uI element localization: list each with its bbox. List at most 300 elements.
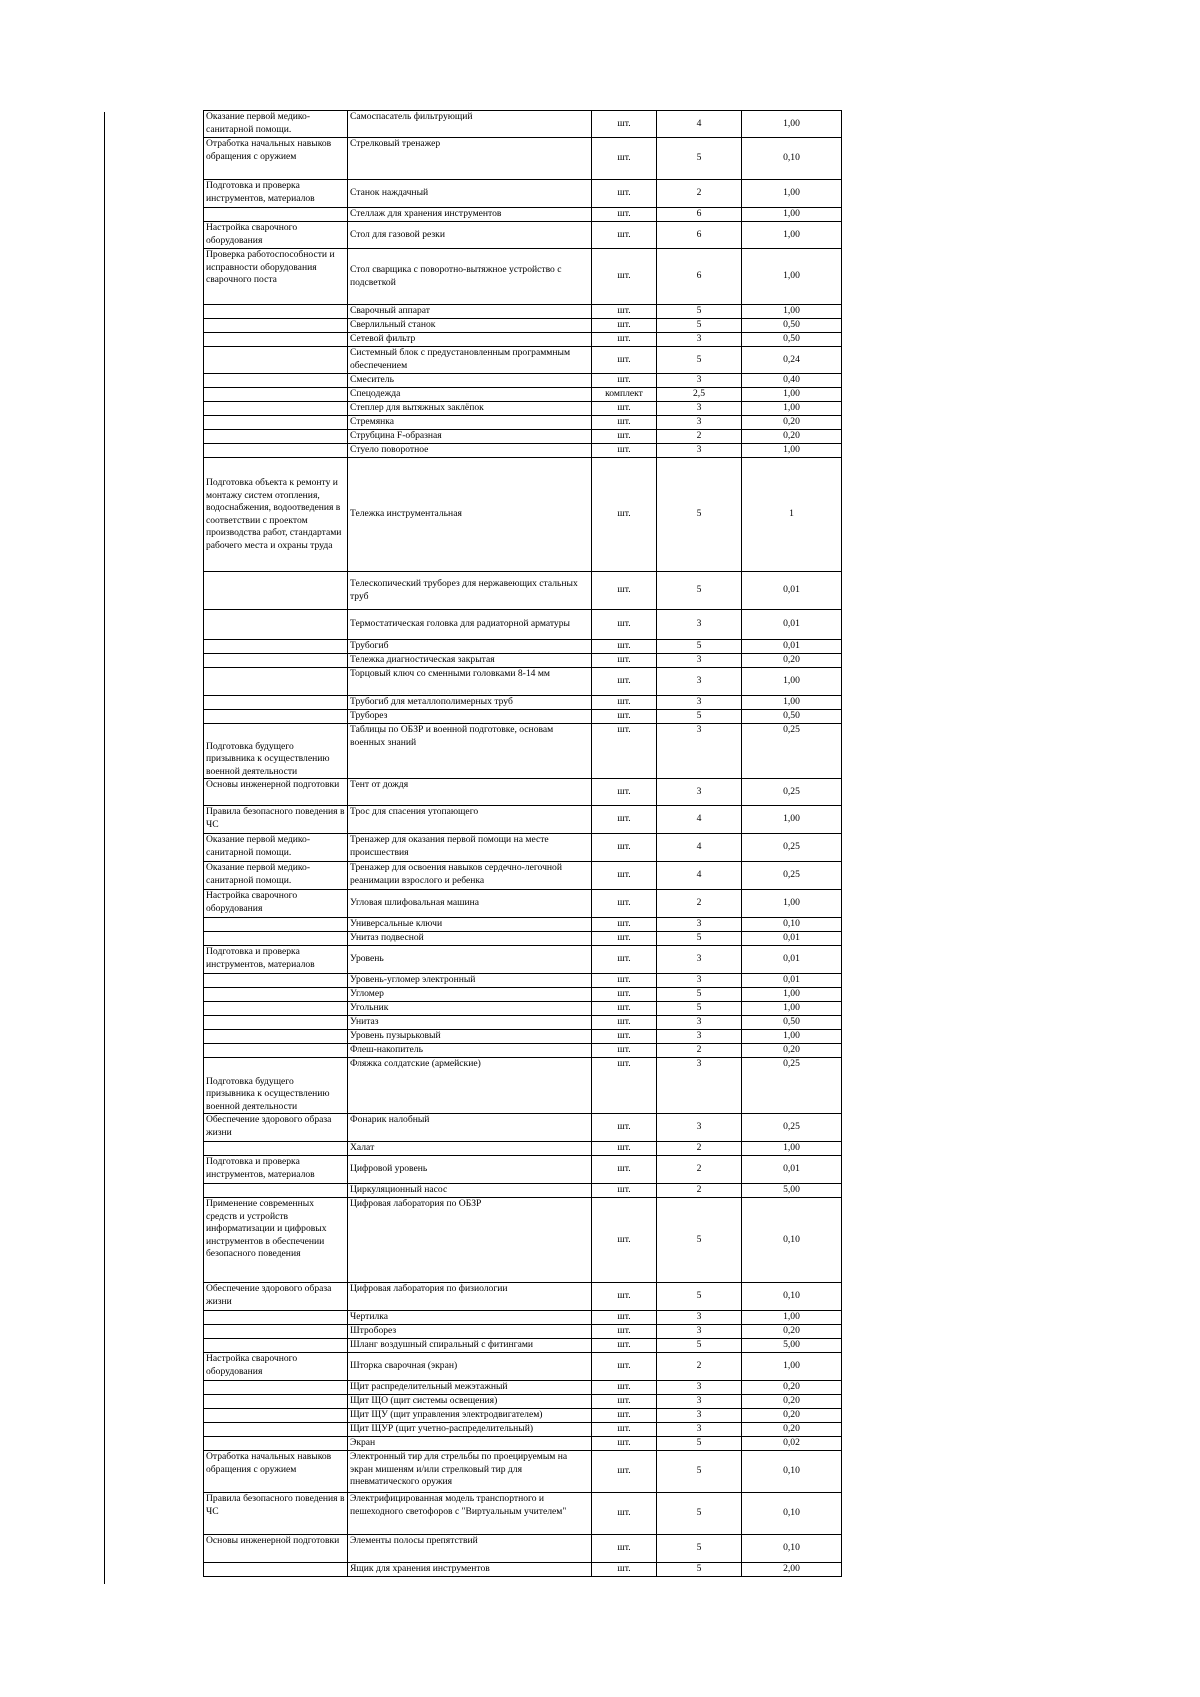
item-name-cell: Тент от дождя xyxy=(348,779,592,806)
item-name-cell: Цифровая лаборатория по ОБЗР xyxy=(348,1198,592,1283)
activity-cell xyxy=(204,1395,348,1409)
coefficient-cell: 0,01 xyxy=(742,610,842,640)
coefficient-cell: 0,50 xyxy=(742,710,842,724)
activity-cell xyxy=(204,402,348,416)
unit-cell: шт. xyxy=(592,610,657,640)
item-name-cell: Спецодежда xyxy=(348,388,592,402)
table-row xyxy=(204,806,842,834)
unit-cell: шт. xyxy=(592,1058,657,1114)
unit-cell: шт. xyxy=(592,1044,657,1058)
activity-cell xyxy=(204,1325,348,1339)
coefficient-cell: 1,00 xyxy=(742,388,842,402)
unit-cell: шт. xyxy=(592,1156,657,1184)
table-row xyxy=(204,834,842,862)
item-name-cell: Самоспасатель фильтрующий xyxy=(348,111,592,138)
item-name-cell: Уровень пузырьковый xyxy=(348,1030,592,1044)
table-row xyxy=(204,974,842,988)
coefficient-cell: 1,00 xyxy=(742,111,842,138)
quantity-cell: 3 xyxy=(657,402,742,416)
activity-cell xyxy=(204,1339,348,1353)
table-row xyxy=(204,654,842,668)
unit-cell: шт. xyxy=(592,918,657,932)
item-name-cell: Угломер xyxy=(348,988,592,1002)
coefficient-cell: 1,00 xyxy=(742,249,842,305)
coefficient-cell: 0,25 xyxy=(742,834,842,862)
quantity-cell: 6 xyxy=(657,208,742,222)
item-name-cell: Стрелковый тренажер xyxy=(348,138,592,180)
table-row xyxy=(204,333,842,347)
coefficient-cell: 5,00 xyxy=(742,1184,842,1198)
item-name-cell: Щит ЩО (щит системы освещения) xyxy=(348,1395,592,1409)
unit-cell: шт. xyxy=(592,1563,657,1577)
unit-cell: шт. xyxy=(592,946,657,974)
equipment-table xyxy=(203,110,842,1577)
coefficient-cell: 1,00 xyxy=(742,222,842,249)
item-name-cell: Струбцина F-образная xyxy=(348,430,592,444)
unit-cell: шт. xyxy=(592,111,657,138)
activity-cell xyxy=(204,1311,348,1325)
item-name-cell: Труборез xyxy=(348,710,592,724)
coefficient-cell: 1,00 xyxy=(742,208,842,222)
table-row xyxy=(204,1339,842,1353)
item-name-cell: Щит ЩУ (щит управления электродвигателем) xyxy=(348,1409,592,1423)
unit-cell: шт. xyxy=(592,1381,657,1395)
quantity-cell: 3 xyxy=(657,946,742,974)
coefficient-cell: 0,10 xyxy=(742,1451,842,1493)
coefficient-cell: 0,20 xyxy=(742,416,842,430)
activity-cell xyxy=(204,640,348,654)
table-row xyxy=(204,988,842,1002)
quantity-cell: 2 xyxy=(657,1353,742,1381)
table-row xyxy=(204,1353,842,1381)
table-row xyxy=(204,319,842,333)
quantity-cell: 5 xyxy=(657,1002,742,1016)
unit-cell: шт. xyxy=(592,430,657,444)
table-row xyxy=(204,347,842,374)
item-name-cell: Халат xyxy=(348,1142,592,1156)
table-row xyxy=(204,572,842,610)
activity-cell xyxy=(204,1184,348,1198)
activity-cell: Правила безопасного поведения в ЧС xyxy=(204,1493,348,1535)
quantity-cell: 5 xyxy=(657,640,742,654)
coefficient-cell: 0,24 xyxy=(742,347,842,374)
quantity-cell: 5 xyxy=(657,710,742,724)
quantity-cell: 3 xyxy=(657,1311,742,1325)
unit-cell: шт. xyxy=(592,1535,657,1563)
quantity-cell: 2 xyxy=(657,1142,742,1156)
item-name-cell: Фонарик налобный xyxy=(348,1114,592,1142)
coefficient-cell: 1,00 xyxy=(742,402,842,416)
item-name-cell: Системный блок с предустановленным программным обеспечением xyxy=(348,347,592,374)
activity-cell: Обеспечение здорового образа жизни xyxy=(204,1114,348,1142)
item-name-cell: Смеситель xyxy=(348,374,592,388)
coefficient-cell: 1,00 xyxy=(742,444,842,458)
coefficient-cell: 0,25 xyxy=(742,1058,842,1114)
table-row xyxy=(204,1493,842,1535)
quantity-cell: 3 xyxy=(657,374,742,388)
table-row xyxy=(204,1451,842,1493)
activity-cell xyxy=(204,1002,348,1016)
item-name-cell: Телескопический труборез для нержавеющих стальных труб xyxy=(348,572,592,610)
item-name-cell: Тележка инструментальная xyxy=(348,458,592,572)
table-row xyxy=(204,696,842,710)
table-row xyxy=(204,668,842,696)
activity-cell xyxy=(204,654,348,668)
table-row xyxy=(204,946,842,974)
unit-cell: комплект xyxy=(592,388,657,402)
table-row xyxy=(204,1311,842,1325)
coefficient-cell: 1,00 xyxy=(742,806,842,834)
quantity-cell: 4 xyxy=(657,806,742,834)
item-name-cell: Трубогиб xyxy=(348,640,592,654)
item-name-cell: Тележка диагностическая закрытая xyxy=(348,654,592,668)
item-name-cell: Стол сварщика с поворотно-вытяжное устройство с подсветкой xyxy=(348,249,592,305)
quantity-cell: 3 xyxy=(657,444,742,458)
table-row xyxy=(204,208,842,222)
coefficient-cell: 1,00 xyxy=(742,890,842,918)
table-row xyxy=(204,779,842,806)
activity-cell xyxy=(204,974,348,988)
activity-cell xyxy=(204,416,348,430)
item-name-cell: Цифровая лаборатория по физиологии xyxy=(348,1283,592,1311)
item-name-cell: Уровень xyxy=(348,946,592,974)
item-name-cell: Фляжка солдатские (армейские) xyxy=(348,1058,592,1114)
item-name-cell: Шланг воздушный спиральный с фитингами xyxy=(348,1339,592,1353)
unit-cell: шт. xyxy=(592,696,657,710)
coefficient-cell: 0,01 xyxy=(742,932,842,946)
table-row xyxy=(204,180,842,208)
activity-cell: Настройка сварочного оборудования xyxy=(204,1353,348,1381)
quantity-cell: 2 xyxy=(657,890,742,918)
table-row xyxy=(204,1437,842,1451)
coefficient-cell: 0,10 xyxy=(742,1493,842,1535)
coefficient-cell: 1,00 xyxy=(742,696,842,710)
unit-cell: шт. xyxy=(592,654,657,668)
coefficient-cell: 0,25 xyxy=(742,779,842,806)
activity-cell: Основы инженерной подготовки xyxy=(204,1535,348,1563)
activity-cell xyxy=(204,333,348,347)
activity-cell: Подготовка и проверка инструментов, материалов xyxy=(204,1156,348,1184)
item-name-cell: Щит распределительный межэтажный xyxy=(348,1381,592,1395)
coefficient-cell: 0,01 xyxy=(742,974,842,988)
quantity-cell: 3 xyxy=(657,918,742,932)
coefficient-cell: 1,00 xyxy=(742,1353,842,1381)
coefficient-cell: 1,00 xyxy=(742,668,842,696)
item-name-cell: Электронный тир для стрельбы по проецируемым на экран мишеням и/или стрелковый тир для пневматического оружия xyxy=(348,1451,592,1493)
item-name-cell: Сетевой фильтр xyxy=(348,333,592,347)
unit-cell: шт. xyxy=(592,988,657,1002)
table-row xyxy=(204,1395,842,1409)
unit-cell: шт. xyxy=(592,1198,657,1283)
item-name-cell: Термостатическая головка для радиаторной арматуры xyxy=(348,610,592,640)
table-row xyxy=(204,724,842,779)
quantity-cell: 3 xyxy=(657,1016,742,1030)
quantity-cell: 3 xyxy=(657,654,742,668)
activity-cell: Подготовка и проверка инструментов, материалов xyxy=(204,946,348,974)
coefficient-cell: 1,00 xyxy=(742,1142,842,1156)
coefficient-cell: 5,00 xyxy=(742,1339,842,1353)
quantity-cell: 5 xyxy=(657,1198,742,1283)
coefficient-cell: 0,20 xyxy=(742,1381,842,1395)
item-name-cell: Стуело поворотное xyxy=(348,444,592,458)
quantity-cell: 5 xyxy=(657,988,742,1002)
quantity-cell: 3 xyxy=(657,1395,742,1409)
quantity-cell: 2 xyxy=(657,1156,742,1184)
activity-cell xyxy=(204,932,348,946)
item-name-cell: Уровень-угломер электронный xyxy=(348,974,592,988)
activity-cell xyxy=(204,388,348,402)
quantity-cell: 5 xyxy=(657,347,742,374)
item-name-cell: Угловая шлифовальная машина xyxy=(348,890,592,918)
unit-cell: шт. xyxy=(592,1142,657,1156)
table-row xyxy=(204,1030,842,1044)
item-name-cell: Циркуляционный насос xyxy=(348,1184,592,1198)
item-name-cell: Унитаз подвесной xyxy=(348,932,592,946)
quantity-cell: 4 xyxy=(657,111,742,138)
unit-cell: шт. xyxy=(592,444,657,458)
unit-cell: шт. xyxy=(592,333,657,347)
table-row xyxy=(204,710,842,724)
activity-cell xyxy=(204,710,348,724)
item-name-cell: Экран xyxy=(348,1437,592,1451)
activity-cell xyxy=(204,1423,348,1437)
unit-cell: шт. xyxy=(592,1451,657,1493)
item-name-cell: Трос для спасения утопающего xyxy=(348,806,592,834)
item-name-cell: Электрифицированная модель транспортного и пешеходного светофоров с "Виртуальным учителем" xyxy=(348,1493,592,1535)
quantity-cell: 5 xyxy=(657,138,742,180)
item-name-cell: Унитаз xyxy=(348,1016,592,1030)
unit-cell: шт. xyxy=(592,249,657,305)
item-name-cell: Шторка сварочная (экран) xyxy=(348,1353,592,1381)
quantity-cell: 5 xyxy=(657,1283,742,1311)
table-row xyxy=(204,1156,842,1184)
unit-cell: шт. xyxy=(592,724,657,779)
table-row xyxy=(204,374,842,388)
quantity-cell: 2 xyxy=(657,1184,742,1198)
activity-cell xyxy=(204,572,348,610)
table-row xyxy=(204,918,842,932)
quantity-cell: 2 xyxy=(657,180,742,208)
item-name-cell: Щит ЩУР (щит учетно-распределительный) xyxy=(348,1423,592,1437)
table-row xyxy=(204,1198,842,1283)
item-name-cell: Станок наждачный xyxy=(348,180,592,208)
unit-cell: шт. xyxy=(592,932,657,946)
coefficient-cell: 0,20 xyxy=(742,1409,842,1423)
activity-cell xyxy=(204,918,348,932)
unit-cell: шт. xyxy=(592,347,657,374)
table-row xyxy=(204,305,842,319)
unit-cell: шт. xyxy=(592,374,657,388)
unit-cell: шт. xyxy=(592,572,657,610)
table-row xyxy=(204,430,842,444)
activity-cell: Проверка работоспособности и исправности оборудования сварочного поста xyxy=(204,249,348,305)
quantity-cell: 3 xyxy=(657,974,742,988)
activity-cell xyxy=(204,1044,348,1058)
unit-cell: шт. xyxy=(592,138,657,180)
quantity-cell: 3 xyxy=(657,779,742,806)
quantity-cell: 3 xyxy=(657,1114,742,1142)
unit-cell: шт. xyxy=(592,1002,657,1016)
table-row xyxy=(204,249,842,305)
unit-cell: шт. xyxy=(592,1437,657,1451)
unit-cell: шт. xyxy=(592,862,657,890)
activity-cell xyxy=(204,988,348,1002)
activity-cell xyxy=(204,1381,348,1395)
unit-cell: шт. xyxy=(592,208,657,222)
unit-cell: шт. xyxy=(592,1423,657,1437)
unit-cell: шт. xyxy=(592,1030,657,1044)
quantity-cell: 5 xyxy=(657,458,742,572)
quantity-cell: 3 xyxy=(657,610,742,640)
item-name-cell: Флеш-накопитель xyxy=(348,1044,592,1058)
activity-cell xyxy=(204,319,348,333)
quantity-cell: 5 xyxy=(657,1493,742,1535)
activity-cell: Подготовка будущего призывника к осуществлению военной деятельности xyxy=(204,724,348,779)
item-name-cell: Стремянка xyxy=(348,416,592,430)
table-row xyxy=(204,1142,842,1156)
activity-cell xyxy=(204,1030,348,1044)
item-name-cell: Ящик для хранения инструментов xyxy=(348,1563,592,1577)
activity-cell xyxy=(204,374,348,388)
activity-cell: Обеспечение здорового образа жизни xyxy=(204,1283,348,1311)
activity-cell xyxy=(204,1016,348,1030)
item-name-cell: Степлер для вытяжных заклёпок xyxy=(348,402,592,416)
quantity-cell: 5 xyxy=(657,305,742,319)
quantity-cell: 5 xyxy=(657,1535,742,1563)
unit-cell: шт. xyxy=(592,1409,657,1423)
unit-cell: шт. xyxy=(592,710,657,724)
table-row xyxy=(204,1002,842,1016)
quantity-cell: 3 xyxy=(657,1381,742,1395)
coefficient-cell: 1,00 xyxy=(742,305,842,319)
unit-cell: шт. xyxy=(592,1325,657,1339)
coefficient-cell: 0,10 xyxy=(742,1535,842,1563)
table-row xyxy=(204,458,842,572)
table-row xyxy=(204,1381,842,1395)
unit-cell: шт. xyxy=(592,1311,657,1325)
item-name-cell: Таблицы по ОБЗР и военной подготовке, основам военных знаний xyxy=(348,724,592,779)
coefficient-cell: 0,20 xyxy=(742,1325,842,1339)
coefficient-cell: 0,10 xyxy=(742,1283,842,1311)
table-row xyxy=(204,890,842,918)
item-name-cell: Угольник xyxy=(348,1002,592,1016)
table-row xyxy=(204,932,842,946)
coefficient-cell: 0,01 xyxy=(742,946,842,974)
table-row xyxy=(204,1409,842,1423)
unit-cell: шт. xyxy=(592,1339,657,1353)
coefficient-cell: 1,00 xyxy=(742,1030,842,1044)
activity-cell xyxy=(204,430,348,444)
activity-cell: Настройка сварочного оборудования xyxy=(204,890,348,918)
coefficient-cell: 0,20 xyxy=(742,654,842,668)
quantity-cell: 3 xyxy=(657,1030,742,1044)
coefficient-cell: 1,00 xyxy=(742,1002,842,1016)
item-name-cell: Тренажер для освоения навыков сердечно-легочной реанимации взрослого и ребенка xyxy=(348,862,592,890)
table-row xyxy=(204,610,842,640)
table-row xyxy=(204,444,842,458)
coefficient-cell: 0,02 xyxy=(742,1437,842,1451)
unit-cell: шт. xyxy=(592,1283,657,1311)
quantity-cell: 3 xyxy=(657,1058,742,1114)
activity-cell xyxy=(204,444,348,458)
coefficient-cell: 0,50 xyxy=(742,319,842,333)
unit-cell: шт. xyxy=(592,806,657,834)
coefficient-cell: 0,50 xyxy=(742,333,842,347)
activity-cell: Применение современных средств и устройств информатизации и цифровых инструментов в обеспечении безопасного поведения xyxy=(204,1198,348,1283)
table-row xyxy=(204,1184,842,1198)
coefficient-cell: 0,10 xyxy=(742,918,842,932)
unit-cell: шт. xyxy=(592,834,657,862)
quantity-cell: 4 xyxy=(657,834,742,862)
activity-cell: Отработка начальных навыков обращения с оружием xyxy=(204,1451,348,1493)
activity-cell xyxy=(204,696,348,710)
coefficient-cell: 1 xyxy=(742,458,842,572)
page-margin-rule xyxy=(104,112,105,1584)
quantity-cell: 3 xyxy=(657,696,742,710)
unit-cell: шт. xyxy=(592,1184,657,1198)
unit-cell: шт. xyxy=(592,305,657,319)
table-row xyxy=(204,402,842,416)
coefficient-cell: 0,20 xyxy=(742,430,842,444)
unit-cell: шт. xyxy=(592,402,657,416)
activity-cell: Подготовка и проверка инструментов, материалов xyxy=(204,180,348,208)
coefficient-cell: 0,25 xyxy=(742,862,842,890)
item-name-cell: Элементы полосы препятствий xyxy=(348,1535,592,1563)
item-name-cell: Сверлильный станок xyxy=(348,319,592,333)
coefficient-cell: 0,10 xyxy=(742,1198,842,1283)
table-row xyxy=(204,1114,842,1142)
unit-cell: шт. xyxy=(592,1353,657,1381)
item-name-cell: Чертилка xyxy=(348,1311,592,1325)
quantity-cell: 2 xyxy=(657,1044,742,1058)
unit-cell: шт. xyxy=(592,458,657,572)
table-row xyxy=(204,1535,842,1563)
coefficient-cell: 0,01 xyxy=(742,1156,842,1184)
coefficient-cell: 0,50 xyxy=(742,1016,842,1030)
coefficient-cell: 0,20 xyxy=(742,1423,842,1437)
table-row xyxy=(204,1563,842,1577)
activity-cell: Правила безопасного поведения в ЧС xyxy=(204,806,348,834)
activity-cell xyxy=(204,1563,348,1577)
table-row xyxy=(204,640,842,654)
coefficient-cell: 0,10 xyxy=(742,138,842,180)
item-name-cell: Стол для газовой резки xyxy=(348,222,592,249)
coefficient-cell: 0,25 xyxy=(742,724,842,779)
activity-cell xyxy=(204,305,348,319)
activity-cell xyxy=(204,208,348,222)
table-row xyxy=(204,1044,842,1058)
item-name-cell: Штроборез xyxy=(348,1325,592,1339)
activity-cell: Подготовка будущего призывника к осуществлению военной деятельности xyxy=(204,1058,348,1114)
table-row xyxy=(204,862,842,890)
quantity-cell: 6 xyxy=(657,249,742,305)
item-name-cell: Тренажер для оказания первой помощи на месте происшествия xyxy=(348,834,592,862)
unit-cell: шт. xyxy=(592,319,657,333)
activity-cell: Оказание первой медико-санитарной помощи. xyxy=(204,834,348,862)
quantity-cell: 5 xyxy=(657,1563,742,1577)
quantity-cell: 2,5 xyxy=(657,388,742,402)
item-name-cell: Трубогиб для металлополимерных труб xyxy=(348,696,592,710)
quantity-cell: 3 xyxy=(657,416,742,430)
activity-cell: Настройка сварочного оборудования xyxy=(204,222,348,249)
item-name-cell: Стеллаж для хранения инструментов xyxy=(348,208,592,222)
quantity-cell: 3 xyxy=(657,333,742,347)
activity-cell xyxy=(204,347,348,374)
activity-cell: Оказание первой медико-санитарной помощи. xyxy=(204,111,348,138)
unit-cell: шт. xyxy=(592,1016,657,1030)
table-row xyxy=(204,111,842,138)
unit-cell: шт. xyxy=(592,1114,657,1142)
